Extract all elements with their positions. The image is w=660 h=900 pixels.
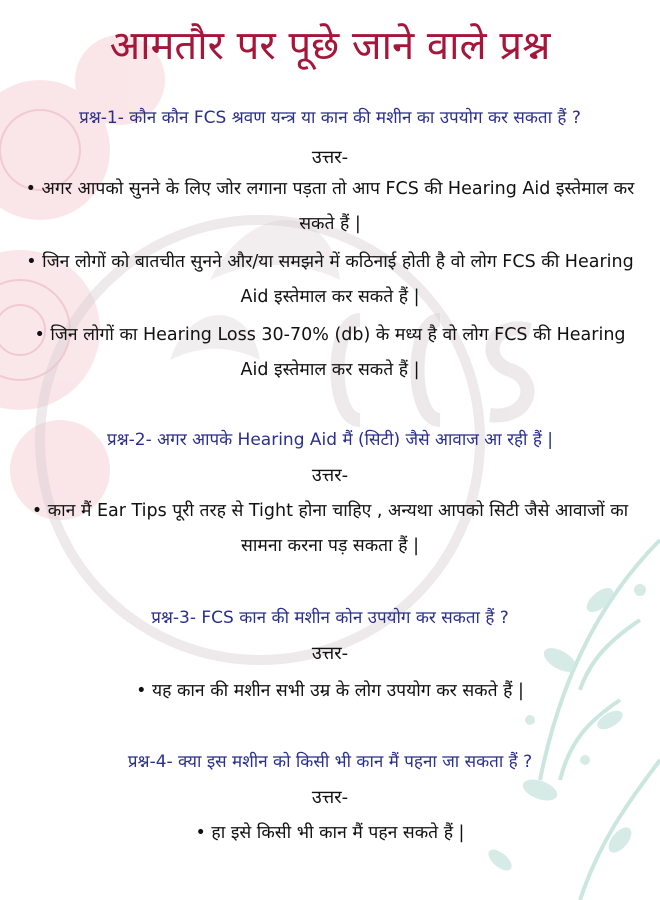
- answer-label-2: उत्तर-: [311, 465, 349, 486]
- question-3: प्रश्न-3- FCS कान की मशीन कोन उपयोग कर सकता हैं ?: [151, 608, 509, 628]
- question-1: प्रश्न-1- कौन कौन FCS श्रवण यन्त्र या कान की मशीन का उपयोग कर सकता हैं ?: [79, 108, 581, 128]
- answer-1-point-1: • अगर आपको सुनने के लिए जोर लगाना पड़ता तो आप FCS की Hearing Aid इस्तेमाल कर सकते हैं |: [25, 179, 635, 234]
- page-title: आमतौर पर पूछे जाने वाले प्रश्न: [109, 23, 551, 69]
- answer-label-3: उत्तर-: [311, 643, 349, 664]
- question-4: प्रश्न-4- क्या इस मशीन को किसी भी कान मैं पहना जा सकता हैं ?: [127, 752, 533, 772]
- answer-2-point-1: • कान मैं Ear Tips पूरी तरह से Tight होना चाहिए , अन्यथा आपको सिटी जैसे आवाजों का सामना करना पड़ सकता हैं |: [31, 501, 629, 556]
- answer-4-point-1: • हा इसे किसी भी कान मैं पहन सकते हैं |: [195, 823, 465, 843]
- question-2: प्रश्न-2- अगर आपके Hearing Aid मैं (सिटी) जैसे आवाज आ रही हैं |: [106, 430, 554, 450]
- answer-label-1: उत्तर-: [311, 147, 349, 168]
- answer-label-4: उत्तर-: [311, 787, 349, 808]
- answer-1-point-2: • जिन लोगों को बातचीत सुनने और/या समझने में कठिनाई होती है वो लोग FCS की Hearing Aid इस्तेमाल कर सकते हैं |: [26, 252, 634, 307]
- answer-3-point-1: • यह कान की मशीन सभी उम्र के लोग उपयोग कर सकते हैं |: [136, 681, 524, 701]
- answer-1-point-3: • जिन लोगों का Hearing Loss 30-70% (db) के मध्य है वो लोग FCS की Hearing Aid इस्तेमाल कर सकते हैं |: [34, 325, 626, 380]
